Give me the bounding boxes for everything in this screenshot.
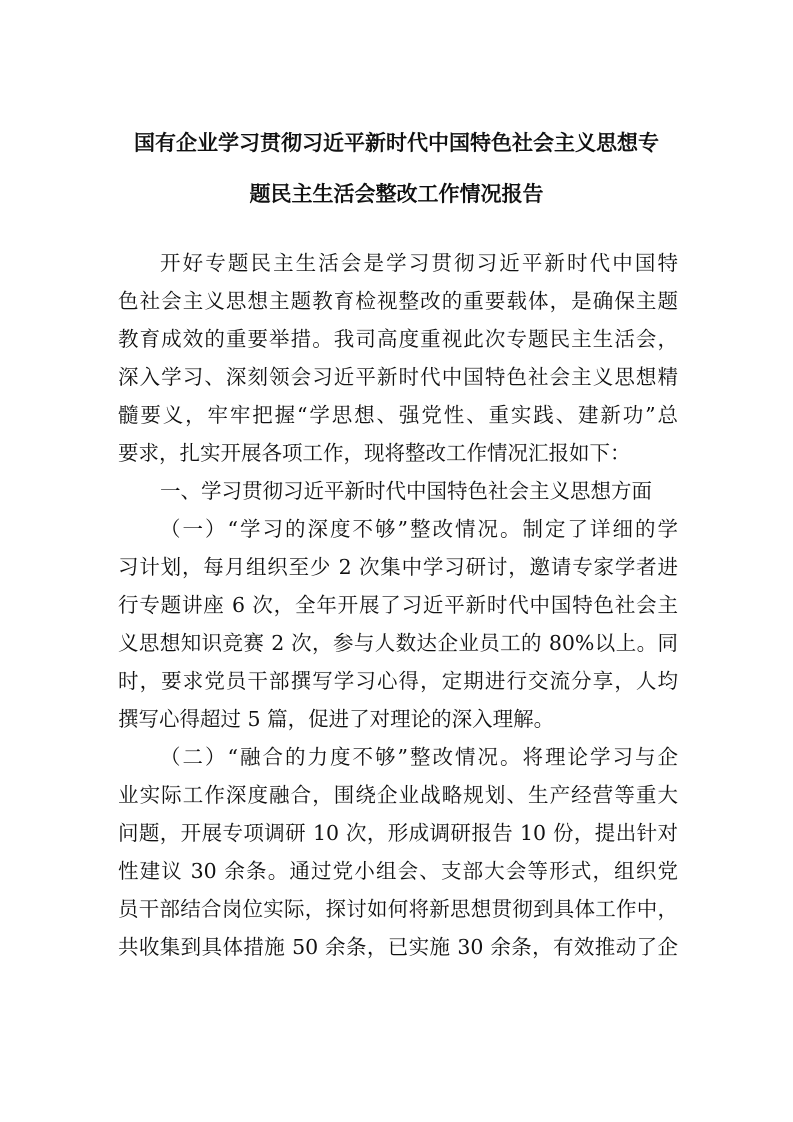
paragraph-intro-line: 开好专题民主生活会是学习贯彻习近平新时代中国特: [160, 251, 678, 275]
paragraph-item-2-line: 共收集到具体措施 50 余条，已实施 30 余条，有效推动了企: [118, 935, 678, 959]
paragraph-intro-line: 要求，扎实开展各项工作，现将整改工作情况汇报如下：: [118, 441, 631, 465]
paragraph-item-1-line: 义思想知识竞赛 2 次，参与人数达企业员工的 80%以上。同: [118, 631, 678, 655]
paragraph-item-1-line: 撰写心得超过 5 篇，促进了对理论的深入理解。: [118, 707, 555, 731]
section-heading-1: 一、学习贯彻习近平新时代中国特色社会主义思想方面: [160, 479, 652, 503]
paragraph-item-2-line: 问题，开展专项调研 10 次，形成调研报告 10 份，提出针对: [118, 821, 678, 845]
paragraph-intro-line: 髓要义，牢牢把握“学思想、强党性、重实践、建新功”总: [118, 403, 678, 427]
paragraph-item-1-line: 习计划，每月组织至少 2 次集中学习研讨，邀请专家学者进: [118, 555, 678, 579]
report-title-line-2: 题民主生活会整改工作情况报告: [249, 181, 544, 206]
paragraph-intro-line: 色社会主义思想主题教育检视整改的重要载体，是确保主题: [118, 289, 678, 313]
paragraph-item-2-line: 业实际工作深度融合，围绕企业战略规划、生产经营等重大: [118, 783, 678, 807]
paragraph-item-1-line: 时，要求党员干部撰写学习心得，定期进行交流分享，人均: [118, 669, 678, 693]
paragraph-item-2-line: 员干部结合岗位实际，探讨如何将新思想贯彻到具体工作中，: [118, 897, 678, 921]
paragraph-intro-line: 深入学习、深刻领会习近平新时代中国特色社会主义思想精: [118, 365, 678, 389]
paragraph-item-2-line: 性建议 30 余条。通过党小组会、支部大会等形式，组织党: [118, 859, 678, 883]
paragraph-item-1-line: 行专题讲座 6 次，全年开展了习近平新时代中国特色社会主: [118, 593, 678, 617]
paragraph-intro-line: 教育成效的重要举措。我司高度重视此次专题民主生活会，: [118, 327, 678, 351]
paragraph-item-1-line: （一）“学习的深度不够”整改情况。制定了详细的学: [160, 517, 678, 541]
report-title-line-1: 国有企业学习贯彻习近平新时代中国特色社会主义思想专: [134, 130, 659, 155]
paragraph-item-2-line: （二）“融合的力度不够”整改情况。将理论学习与企: [160, 745, 678, 769]
